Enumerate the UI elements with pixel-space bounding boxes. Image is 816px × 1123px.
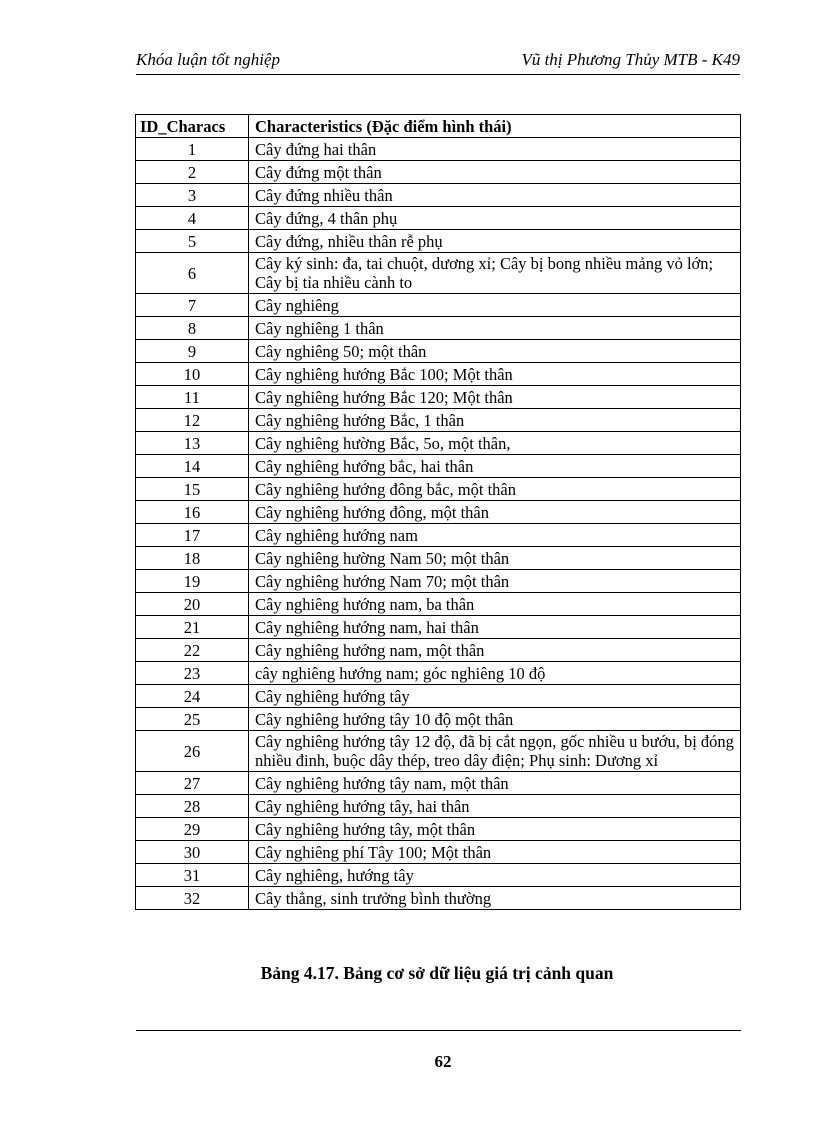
row-characteristic: Cây đứng một thân [249,161,741,184]
header-thesis-title: Khóa luận tốt nghiệp [136,50,281,69]
row-id: 21 [136,616,249,639]
characteristics-table [135,114,741,910]
row-characteristic: Cây nghiêng hướng tây, hai thân [249,795,741,818]
table-row [136,253,741,294]
row-characteristic: Cây nghiêng phí Tây 100; Một thân [249,841,741,864]
row-id: 1 [136,138,249,161]
row-characteristic: Cây nghiêng hướng tây, một thân [249,818,741,841]
row-id: 5 [136,230,249,253]
row-id: 7 [136,294,249,317]
table-row [136,340,741,363]
table-row [136,409,741,432]
table-row [136,547,741,570]
row-characteristic: Cây nghiêng hướng Bắc 100; Một thân [249,363,741,386]
table-row [136,593,741,616]
footer-divider [136,1030,741,1031]
row-id: 9 [136,340,249,363]
row-id: 10 [136,363,249,386]
table-row [136,662,741,685]
row-id: 19 [136,570,249,593]
row-characteristic: Cây nghiêng hướng Bắc, 1 thân [249,409,741,432]
row-id: 15 [136,478,249,501]
table-row [136,207,741,230]
row-id: 31 [136,864,249,887]
row-id: 6 [136,253,249,294]
row-id: 3 [136,184,249,207]
row-characteristic: Cây nghiêng hướng nam, ba thân [249,593,741,616]
row-id: 18 [136,547,249,570]
row-characteristic: Cây nghiêng hướng tây nam, một thân [249,772,741,795]
table-row [136,363,741,386]
row-characteristic: Cây đứng, nhiều thân rễ phụ [249,230,741,253]
row-id: 24 [136,685,249,708]
row-characteristic: Cây nghiêng hướng tây 10 độ một thân [249,708,741,731]
row-id: 17 [136,524,249,547]
row-id: 16 [136,501,249,524]
row-characteristic: Cây nghiêng 50; một thân [249,340,741,363]
row-characteristic: Cây nghiêng hường Nam 50; một thân [249,547,741,570]
table-row [136,432,741,455]
row-id: 2 [136,161,249,184]
table-row [136,386,741,409]
table-row [136,685,741,708]
row-characteristic: Cây ký sinh: đa, tai chuột, dương xỉ; Cây bị bong nhiều mảng vỏ lớn; Cây bị tỉa nhiều cành to [249,253,741,294]
table-row [136,570,741,593]
row-id: 28 [136,795,249,818]
table-row [136,864,741,887]
row-characteristic: Cây đứng nhiều thân [249,184,741,207]
row-characteristic: Cây nghiêng, hướng tây [249,864,741,887]
table-row [136,161,741,184]
row-id: 8 [136,317,249,340]
row-id: 14 [136,455,249,478]
row-id: 4 [136,207,249,230]
row-characteristic: Cây nghiêng hướng đông bắc, một thân [249,478,741,501]
row-id: 29 [136,818,249,841]
table-row [136,478,741,501]
table-row [136,887,741,910]
row-characteristic: Cây nghiêng hướng nam [249,524,741,547]
table-row [136,841,741,864]
row-id: 20 [136,593,249,616]
row-characteristic: Cây nghiêng hướng Nam 70; một thân [249,570,741,593]
row-id: 12 [136,409,249,432]
page-number: 62 [434,1052,452,1071]
table-body [136,138,741,910]
row-characteristic: Cây nghiêng [249,294,741,317]
table-header-row [136,115,741,138]
table-row [136,731,741,772]
table-row [136,616,741,639]
table-row [136,230,741,253]
row-id: 30 [136,841,249,864]
row-characteristic: Cây đứng hai thân [249,138,741,161]
table-row [136,818,741,841]
row-characteristic: Cây nghiêng hướng nam, hai thân [249,616,741,639]
table-row [136,772,741,795]
row-characteristic: Cây đứng, 4 thân phụ [249,207,741,230]
table-row [136,639,741,662]
table-caption: Bảng 4.17. Bảng cơ sở dữ liệu giá trị cảnh quan [260,963,614,983]
row-id: 11 [136,386,249,409]
row-characteristic: Cây nghiêng hướng tây [249,685,741,708]
table-row [136,501,741,524]
column-header-id: ID_Characs [136,115,249,138]
row-id: 26 [136,731,249,772]
row-characteristic: cây nghiêng hướng nam; góc nghiêng 10 độ [249,662,741,685]
table-row [136,317,741,340]
page-header [136,50,740,75]
row-id: 32 [136,887,249,910]
row-id: 25 [136,708,249,731]
table-row [136,524,741,547]
table-row [136,184,741,207]
row-characteristic: Cây nghiêng 1 thân [249,317,741,340]
row-characteristic: Cây thẳng, sinh trưởng bình thường [249,887,741,910]
header-author: Vũ thị Phương Thủy MTB - K49 [521,50,740,69]
table-row [136,455,741,478]
row-characteristic: Cây nghiêng hướng Bắc 120; Một thân [249,386,741,409]
row-characteristic: Cây nghiêng hướng bắc, hai thân [249,455,741,478]
row-id: 22 [136,639,249,662]
row-id: 27 [136,772,249,795]
table-row [136,138,741,161]
row-id: 23 [136,662,249,685]
row-id: 13 [136,432,249,455]
row-characteristic: Cây nghiêng hường Bắc, 5o, một thân, [249,432,741,455]
column-header-characteristics: Characteristics (Đặc điểm hình thái) [249,115,741,138]
row-characteristic: Cây nghiêng hướng nam, một thân [249,639,741,662]
table-row [136,708,741,731]
table-row [136,795,741,818]
table-row [136,294,741,317]
row-characteristic: Cây nghiêng hướng đông, một thân [249,501,741,524]
row-characteristic: Cây nghiêng hướng tây 12 độ, đã bị cắt ngọn, gốc nhiều u bướu, bị đóng nhiều đinh, buộc dây thép, treo dây điện; Phụ sinh: Dương xỉ [249,731,741,772]
